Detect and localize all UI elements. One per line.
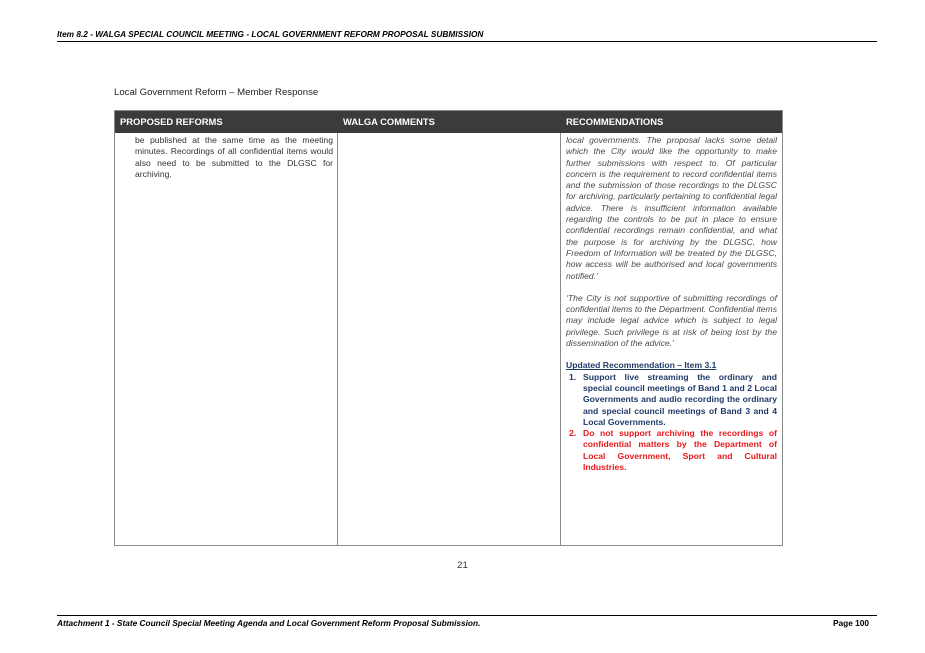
column-header-recommendations: RECOMMENDATIONS: [566, 116, 664, 127]
footer-page-label: Page 100: [833, 618, 869, 628]
proposed-reform-text: be published at the same time as the meeting minutes. Recordings of all confidential items would also need to be submitted to the DLGSC for archiving.: [135, 135, 333, 179]
reform-table: [114, 110, 783, 546]
walga-comment-text: [338, 133, 560, 135]
page-number: 21: [457, 560, 468, 571]
page-header-title: Item 8.2 - WALGA SPECIAL COUNCIL MEETING - LOCAL GOVERNMENT REFORM PROPOSAL SUBMISSION: [57, 29, 877, 42]
column-header-proposed-reforms: PROPOSED REFORMS: [120, 116, 223, 127]
recommendation-number: 1.: [569, 371, 577, 382]
walga-comments-cell: [338, 133, 561, 545]
column-header-walga-comments: WALGA COMMENTS: [343, 116, 435, 127]
updated-recommendation-heading: Updated Recommendation – Item 3.1: [566, 360, 717, 371]
recommendation-text: Do not support archiving the recordings of confidential matters by the Department of Local Government, Sport and Cultural Industries.: [583, 428, 777, 473]
table-row: [115, 133, 782, 545]
proposed-reform-cell: [115, 133, 338, 545]
footer-attachment-text: Attachment 1 - State Council Special Meeting Agenda and Local Government Reform Proposal Submission.: [57, 618, 481, 628]
recommendation-item-support: [566, 372, 777, 428]
table-header-row: [115, 111, 782, 133]
city-comment-quote-1: local governments. The proposal lacks some detail which the City would like the opportunity to make further submissions with respect to. Of particular concern is the requirement to record confidential items and the submission of those recordings to the DLGSC for archiving, particularly pertaining to confidential legal advice. There is insufficient information available regarding the controls to be put in place to ensure confidential recordings remain confidential, and what the purpose is for archiving by the DLGSC, how Freedom of Information will be treated by the DLGSC, how access will be authorised and local governments notified.’: [566, 135, 777, 281]
recommendation-text: Support live streaming the ordinary and special council meetings of Band 1 and 2 Local Governments and audio recording the ordinary and special council meetings of Band 3 and 4 Local Governments.: [583, 371, 777, 427]
recommendation-item-do-not-support: [566, 428, 777, 473]
recommendation-list: [566, 372, 777, 474]
recommendations-cell: [561, 133, 782, 545]
footer-divider: [57, 615, 877, 616]
recommendation-number: 2.: [569, 428, 577, 439]
document-subtitle: Local Government Reform – Member Response: [114, 87, 319, 98]
city-comment-quote-2: ‘The City is not supportive of submitting recordings of confidential items to the Department. Confidential items may include legal advice which is subject to legal privilege. Such privilege is at risk of being lost by the dissemination of the advice.’: [566, 292, 777, 349]
